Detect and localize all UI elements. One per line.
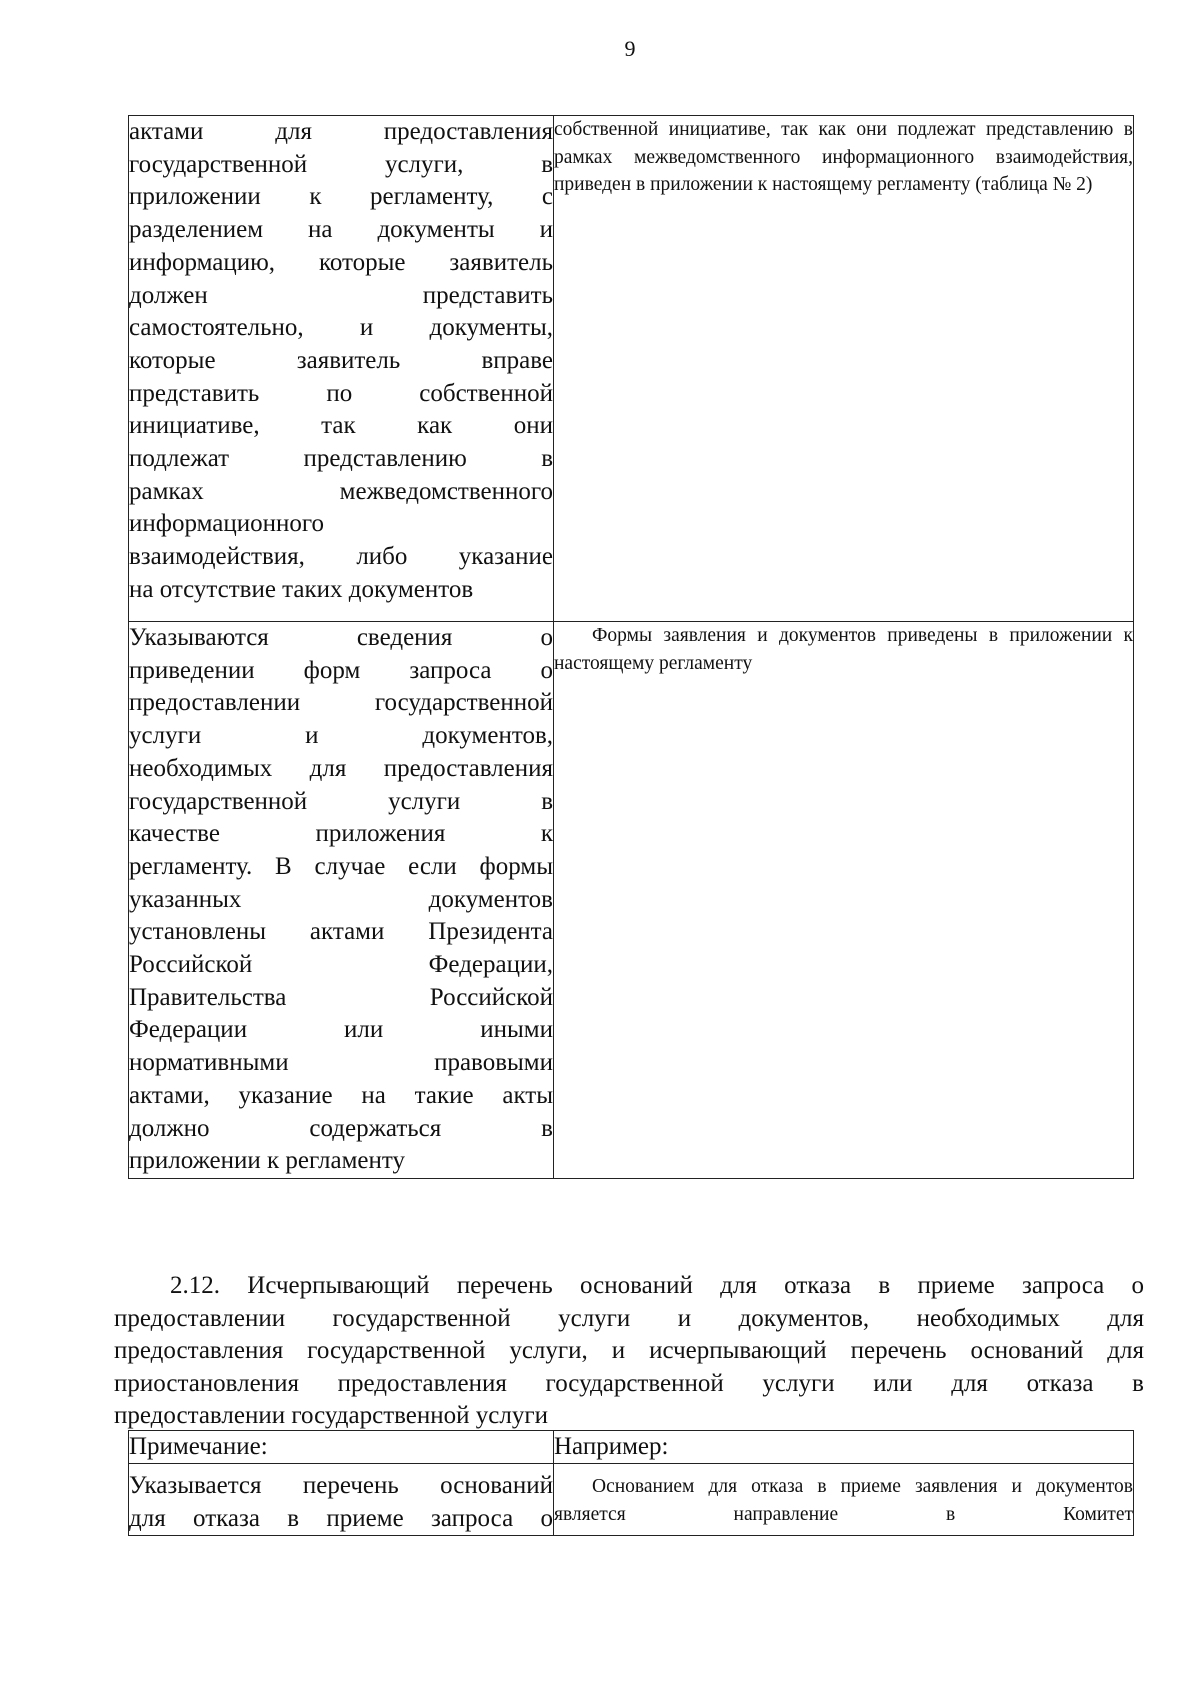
text-line: должно содержаться в [129,1114,553,1142]
text-line: предоставлении государственной [129,689,553,717]
text-line: предоставлении государственной услуги и документов, необходимых для [114,1304,1144,1332]
table-cell-example: собственной инициативе, так как они подлежат представлению в рамках межведомственного информационного взаимодействия, приведен в приложении к настоящему регламенту (таблица № 2) [554,116,1134,622]
header-example: Например: [554,1431,1134,1464]
text-line: указанных документов [129,885,553,913]
table-cell-requirement [129,622,554,1179]
refusal-grounds-table [128,1430,1134,1536]
text-line: Правительства Российской [129,983,553,1011]
text-line: предоставления государственной услуги, и исчерпывающий перечень оснований для [114,1337,1144,1364]
table-cell-example: Основанием для отказа в приеме заявления и документов является направление в Комитет [554,1464,1134,1536]
text-line: нормативными правовыми [129,1049,553,1077]
table-header-row [129,1431,1134,1464]
text-line: приложении к регламенту [129,1147,405,1175]
text-line: 2.12. Исчерпывающий перечень оснований для отказа в приеме запроса о [170,1272,1144,1299]
section-2-12-heading [114,1270,1144,1433]
text-line: Указываются сведения о [129,624,553,651]
text-line: приложении к регламенту, с [129,183,553,211]
text-line: государственной услуги в [129,787,553,815]
text-line: должен представить [129,281,553,309]
text-line: регламенту. В случае если формы [129,852,553,880]
text-line: на отсутствие таких документов [129,575,474,603]
text-line: разделением на документы и [129,216,553,244]
text-line: Федерации или иными [129,1016,553,1044]
text-line: актами для предоставления [129,118,553,145]
text-line: качестве приложения к [129,820,553,848]
header-note: Примечание: [129,1431,554,1464]
table-row [129,1464,1134,1536]
text-line: приостановления предоставления государственной услуги или для отказа в [114,1369,1144,1397]
text-line: актами, указание на такие акты [129,1081,553,1109]
text-line: государственной услуги, в [129,150,553,178]
text-line: услуги и документов, [129,722,553,750]
table-row [129,622,1134,1179]
text-line: подлежат представлению в [129,445,553,473]
text-line: необходимых для предоставления [129,754,553,782]
text-line: самостоятельно, и документы, [129,314,553,342]
text-line: установлены актами Президента [129,918,553,946]
table-cell-requirement [129,116,554,622]
text-line: взаимодействия, либо указание [129,543,553,571]
text-line: Российской Федерации, [129,951,553,979]
text-line: представить по собственной [129,379,553,407]
text-line: информационного [129,510,324,538]
text-line: информацию, которые заявитель [129,248,553,276]
text-line: инициативе, так как они [129,412,553,440]
text-line: Указывается перечень оснований [129,1472,553,1499]
text-line: предоставлении государственной услуги [114,1402,548,1429]
text-line: для отказа в приеме запроса о [129,1504,553,1532]
table-row [129,116,1134,622]
text-line: которые заявитель вправе [129,346,553,374]
table-cell-example: Формы заявления и документов приведены в приложении к настоящему регламенту [554,622,1134,1179]
text-line: рамках межведомственного [129,477,553,505]
requirements-table [128,115,1134,1179]
text-line: приведении форм запроса о [129,656,553,684]
table-cell-requirement [129,1464,554,1536]
page-number: 9 [624,36,636,61]
